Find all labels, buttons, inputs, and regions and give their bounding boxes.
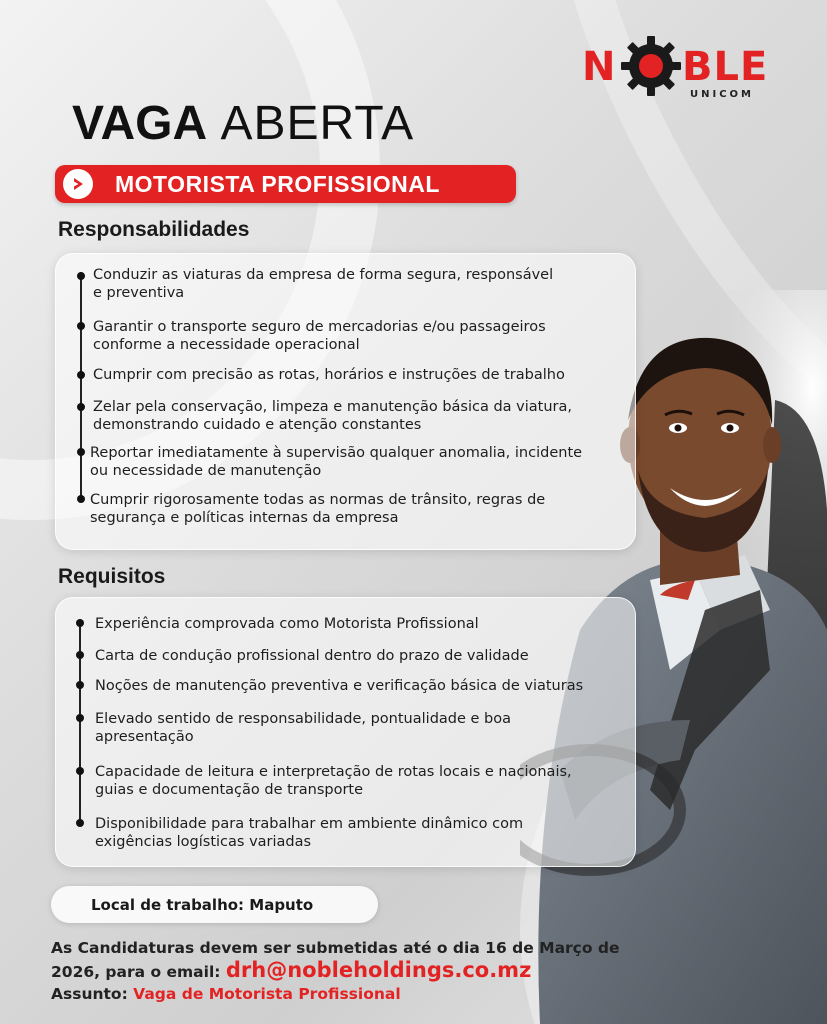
arrow-right-circle-icon — [63, 169, 93, 199]
logo-text-left: N — [582, 44, 617, 90]
email-prefix: 2026, para o email: — [51, 963, 226, 981]
bullet-dot — [76, 651, 84, 659]
list-item-line: e preventiva — [93, 285, 185, 301]
list-item-line: Garantir o transporte seguro de mercadorias e/ou passageiros — [93, 319, 546, 335]
bullet-dot — [76, 681, 84, 689]
list-item — [93, 398, 572, 434]
list-item-line: segurança e políticas internas da empresa — [90, 510, 399, 526]
headline-bold: VAGA — [72, 97, 208, 150]
bullet-dot — [76, 714, 84, 722]
subject-line — [51, 983, 651, 1005]
logo-subtitle: UNICOM — [690, 89, 755, 100]
list-item-line: Elevado sentido de responsabilidade, pontualidade e boa — [95, 711, 512, 727]
list-item-line: ou necessidade de manutenção — [90, 463, 322, 479]
subject-label: Assunto: — [51, 985, 134, 1003]
list-item — [90, 444, 582, 480]
list-item-line: Conduzir as viaturas da empresa de forma segura, responsável — [93, 267, 554, 283]
list-item — [93, 366, 565, 384]
bullet-dot — [77, 403, 85, 411]
list-item — [95, 677, 583, 695]
list-item — [93, 318, 546, 354]
bullet-dot — [76, 619, 84, 627]
email-link[interactable]: drh@nobleholdings.co.mz — [225, 958, 532, 982]
list-item-line: Experiência comprovada como Motorista Profissional — [95, 616, 479, 632]
email-line — [51, 959, 651, 983]
list-item-line: guias e documentação de transporte — [95, 782, 364, 798]
bullet-dot — [76, 819, 84, 827]
deadline-text: As Candidaturas devem ser submetidas até o dia 16 de Março de — [51, 939, 620, 957]
bullet-dot — [77, 495, 85, 503]
list-item-line: Noções de manutenção preventiva e verificação básica de viaturas — [95, 678, 584, 694]
application-info — [51, 937, 651, 1005]
list-item-line: Carta de condução profissional dentro do prazo de validade — [95, 648, 529, 664]
location-text: Local de trabalho: Maputo — [91, 895, 314, 914]
bullet-dot — [77, 371, 85, 379]
responsibilities-timeline — [80, 272, 82, 500]
list-item — [95, 815, 523, 851]
list-item-line: exigências logísticas variadas — [95, 834, 312, 850]
subject-value: Vaga de Motorista Profissional — [133, 985, 401, 1003]
list-item — [95, 763, 572, 799]
bullet-dot — [77, 448, 85, 456]
list-item-line: Reportar imediatamente à supervisão qualquer anomalia, incidente — [90, 445, 583, 461]
logo-text-right: BLE — [682, 44, 769, 90]
role-banner — [55, 165, 516, 203]
list-item-line: demonstrando cuidado e atenção constantes — [93, 417, 422, 433]
list-item-line: Capacidade de leitura e interpretação de rotas locais e nacionais, — [95, 764, 572, 780]
location-pill — [51, 886, 378, 923]
headline-light: ABERTA — [220, 97, 415, 150]
list-item-line: conforme a necessidade operacional — [93, 337, 360, 353]
list-item — [95, 615, 479, 633]
list-item — [95, 647, 529, 665]
requirements-title: Requisitos — [58, 565, 166, 588]
role-title: MOTORISTA PROFISSIONAL — [115, 170, 440, 197]
bullet-dot — [77, 272, 85, 280]
noble-unicom-logo — [582, 35, 782, 105]
bullet-dot — [77, 322, 85, 330]
list-item — [95, 710, 511, 746]
bullet-dot — [76, 767, 84, 775]
list-item-line: Cumprir com precisão as rotas, horários e instruções de trabalho — [93, 367, 565, 383]
responsibilities-title: Responsabilidades — [58, 218, 250, 241]
list-item-line: Disponibilidade para trabalhar em ambiente dinâmico com — [95, 816, 524, 832]
headline — [72, 95, 414, 153]
list-item — [90, 491, 545, 527]
list-item-line: Cumprir rigorosamente todas as normas de trânsito, regras de — [90, 492, 546, 508]
list-item-line: apresentação — [95, 729, 194, 745]
list-item — [93, 266, 553, 302]
gear-icon — [620, 35, 682, 97]
list-item-line: Zelar pela conservação, limpeza e manutenção básica da viatura, — [93, 399, 573, 415]
